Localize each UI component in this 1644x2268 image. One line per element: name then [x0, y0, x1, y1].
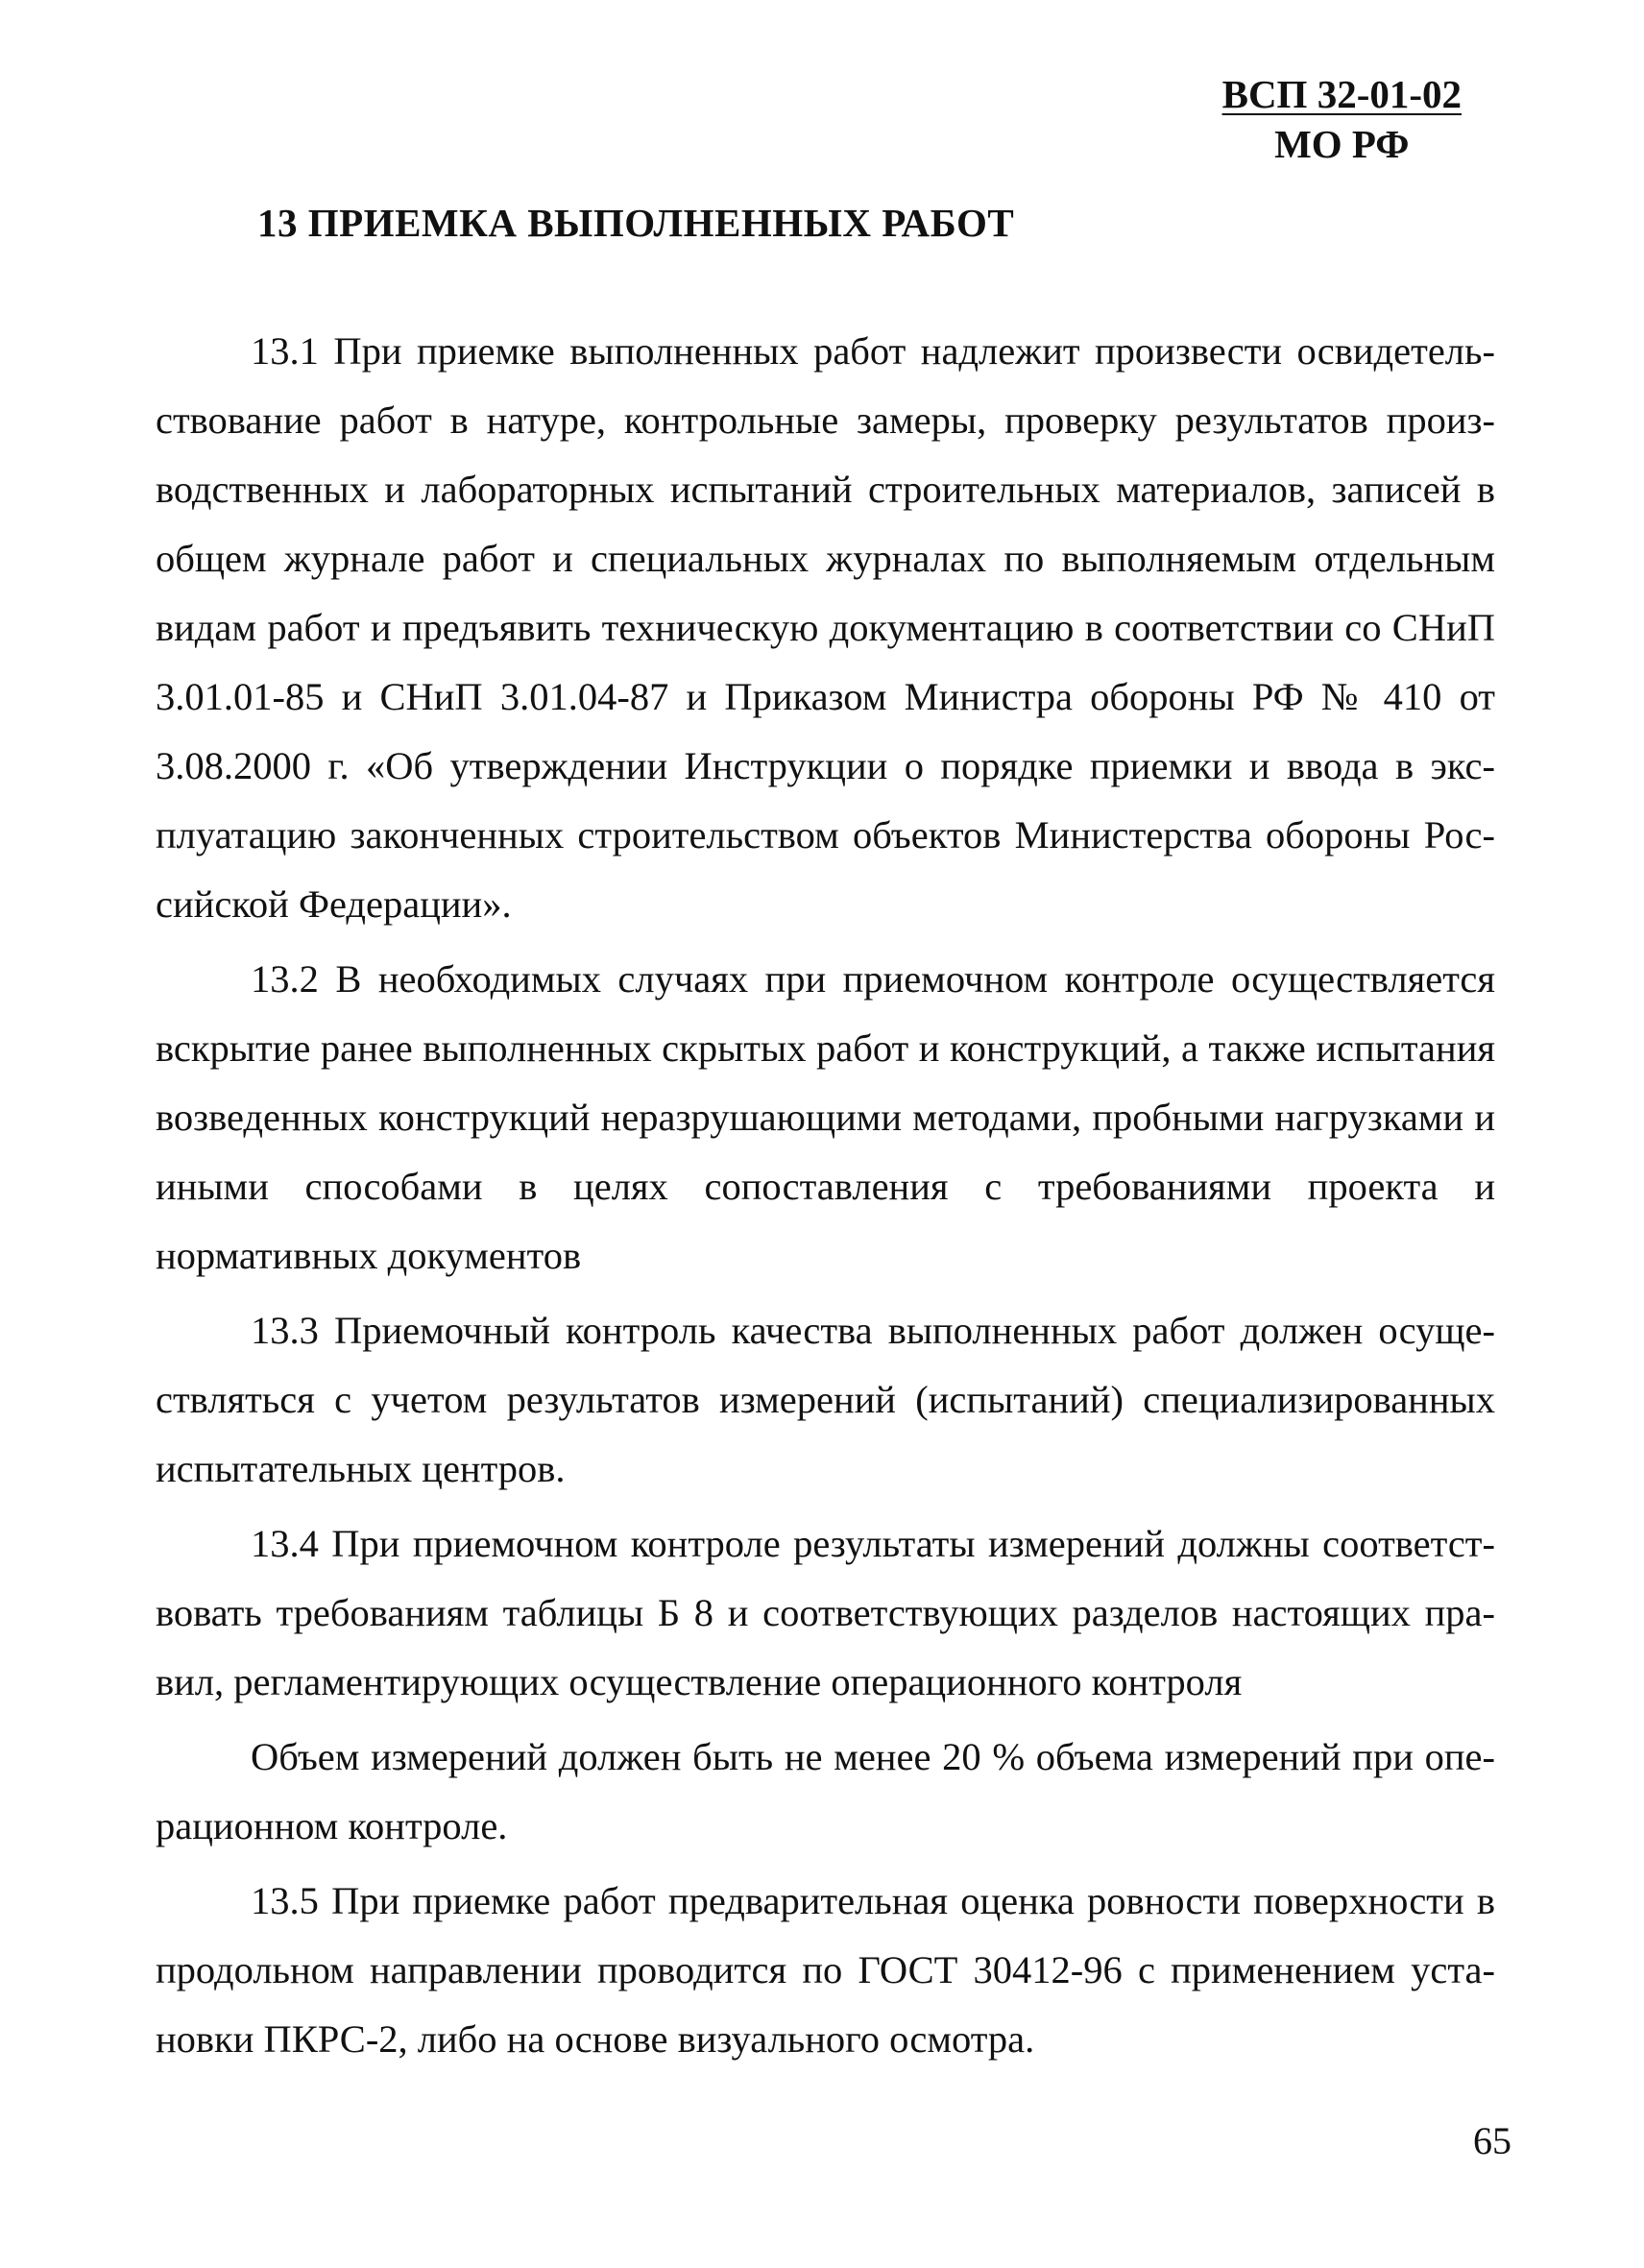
paragraph-13-4-volume: Объем измерений должен быть не менее 20 % объема измерений при операционном контроле. [156, 1735, 1495, 1847]
paragraph-13-4: 13.4 При приемочном контроле результаты измерений должны соответствовать требованиям таблицы Б 8 и соответствующих разделов настоящих правил, регламентирующих осуществление операционного контроля [156, 1522, 1495, 1703]
paragraph-13-1: 13.1 При приемке выполненных работ надлежит произвести освидетельствование работ в натуре, контрольные замеры, проверку результатов производственных и лабораторных испытаний строительных материалов, записей в общем журнале работ и специальных журналах по выполняемым отдельным видам работ и предъявить техническую документацию в соответствии со СНиП 3.01.01-85 и СНиП 3.01.04-87 и Приказом Министра обороны РФ № 410 от 3.08.2000 г. «Об утверждении Инструкции о порядке приемки и ввода в эксплуатацию законченных строительством объектов Министерства обороны Российской Федерации». [156, 329, 1495, 926]
document-code-block [1222, 69, 1462, 169]
section-content [156, 317, 1495, 2080]
page-number: 65 [1473, 2119, 1511, 2162]
paragraph-13-2: 13.2 В необходимых случаях при приемочном контроле осуществляется вскрытие ранее выполненных скрытых работ и конструкций, а также испытания возведенных конструкций неразрушающими методами, пробными нагрузками и иными способами в целях сопоставления с требованиями проекта и нормативных документов [156, 957, 1495, 1277]
paragraph-13-3: 13.3 Приемочный контроль качества выполненных работ должен осуществляться с учетом результатов измерений (испытаний) специализированных испытательных центров. [156, 1309, 1495, 1490]
organization-code: МО РФ [1274, 122, 1410, 166]
document-code: ВСП 32-01-02 [1221, 72, 1462, 116]
section-title: 13 ПРИЕМКА ВЫПОЛНЕННЫХ РАБОТ [257, 201, 1015, 245]
paragraph-13-5: 13.5 При приемке работ предварительная оценка ровности поверхности в продольном направлении проводится по ГОСТ 30412-96 с применением установки ПКРС-2, либо на основе визуального осмотра. [156, 1879, 1495, 2061]
